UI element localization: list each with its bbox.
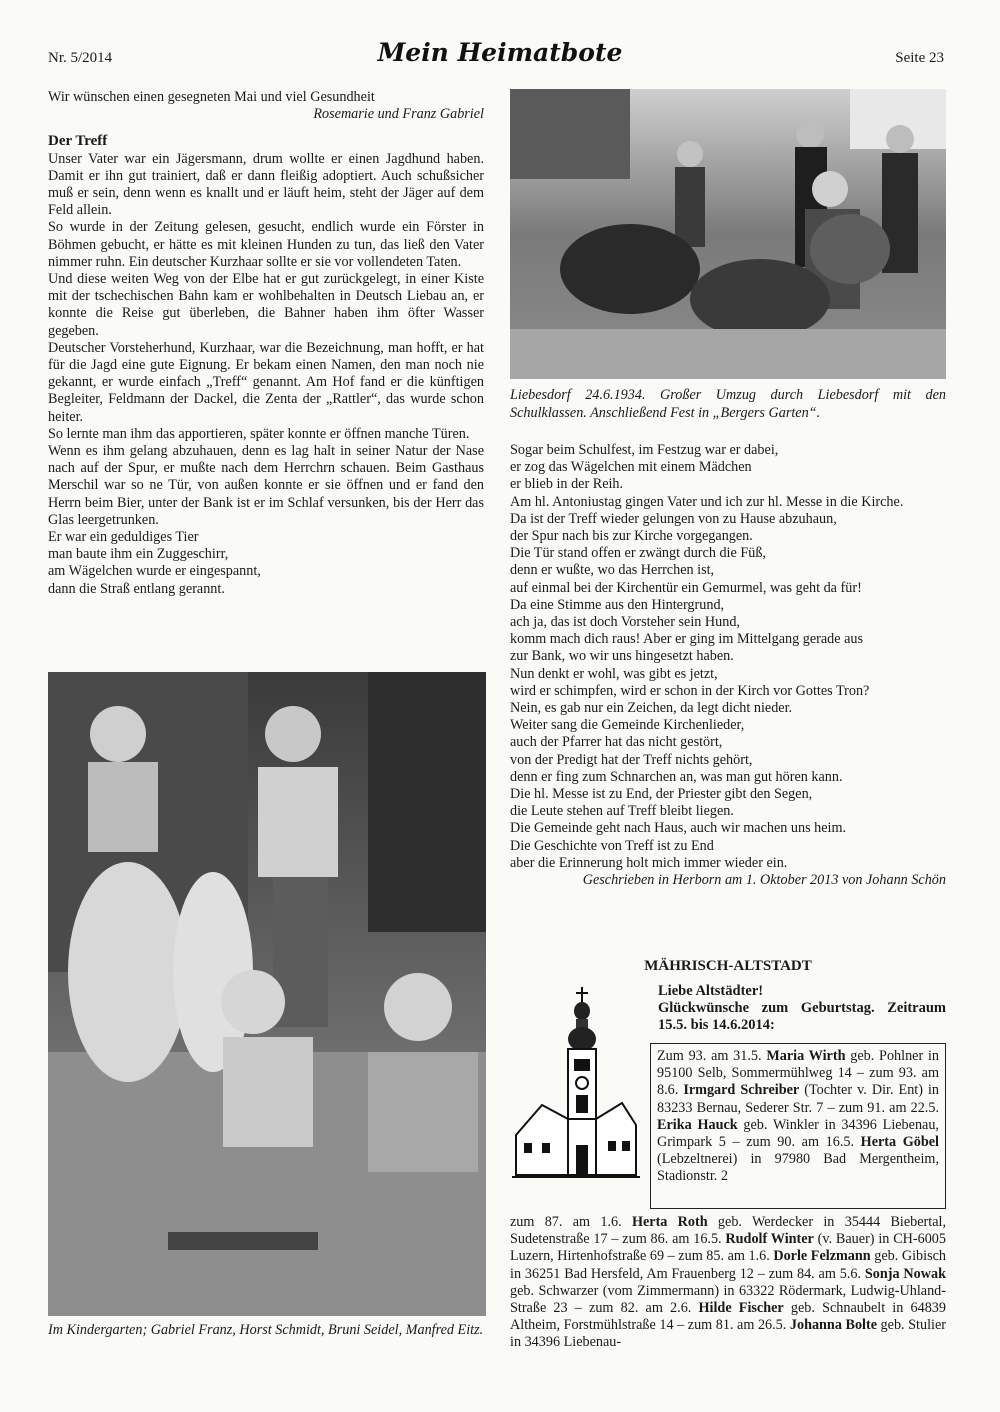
greeting: Wir wünschen einen gesegneten Mai und viel Gesundheit xyxy=(48,89,375,105)
poem-line: auf einmal bei der Kirchentür ein Gemurmel, was geht da für! xyxy=(510,579,862,596)
poem-line: der Spur nach bis zur Kirche vorgegangen. xyxy=(510,528,753,545)
person-name: Johanna Bolte xyxy=(789,1317,877,1334)
person-name: Erika Hauck xyxy=(657,1116,738,1133)
kindergarten-photo xyxy=(48,672,486,1316)
left-column xyxy=(48,89,484,598)
poem-signature: Geschrieben in Herborn am 1. Oktober 2013 von Johann Schön xyxy=(582,872,946,889)
poem-line: komm mach dich raus! Aber er ging im Mittelgang gerade aus xyxy=(510,631,864,648)
poem xyxy=(510,442,946,889)
poem-line: die Leute stehen auf Treff bleibt liegen. xyxy=(510,803,734,820)
story-paragraph: Deutscher Vorsteherhund, Kurzhaar, war die Bezeichnung, man hofft, er hat für die Jagd eine gute Eignung. Er bekam einen Namen, den man noch nie gekannt, er wurde einfach „Treff“ genannt. Am Hof fand er die künftigen Begleiter, Feldmann der Dackel, die Zenta der „Rattler“, das wurde schon heiter. xyxy=(48,339,484,425)
poem-line: Die hl. Messe ist zu End, der Priester gibt den Segen, xyxy=(510,786,813,803)
poem-line: von der Predigt hat der Treff nichts gehört, xyxy=(510,751,753,768)
poem-line: wird er schimpfen, wird er schon in der Kirch vor Gottes Tron? xyxy=(510,682,870,699)
greeting-altstaedter: Liebe Altstädter! xyxy=(658,983,764,999)
person-name: Irmgard Schreiber xyxy=(683,1082,800,1099)
poem-line: auch der Pfarrer hat das nicht gestört, xyxy=(510,734,723,751)
parade-photo-image xyxy=(510,89,946,379)
person-name: Herta Göbel xyxy=(860,1134,939,1151)
page-number: Seite 23 xyxy=(895,50,944,66)
verse-line: dann die Straß entlang gerannt. xyxy=(48,580,225,597)
verse-line: am Wägelchen wurde er eingespannt, xyxy=(48,563,261,580)
person-name: Maria Wirth xyxy=(766,1048,846,1064)
poem-line: zur Bank, wo wir uns hingesetzt haben. xyxy=(510,648,734,665)
poem-line: Sogar beim Schulfest, im Festzug war er dabei, xyxy=(510,442,779,458)
parade-photo xyxy=(510,89,946,379)
story-paragraph: Unser Vater war ein Jägersmann, drum wollte er einen Jagdhund haben. Damit er ihn gut trainiert, daß er dann fleißig adoptiert. Auch schußsicher muß er sein, denn wenn es knallt und er läuft heim, steht der Jäger auf dem Feld allein. xyxy=(48,150,484,219)
kindergarten-photo-image xyxy=(48,672,486,1316)
person-name: Herta Roth xyxy=(631,1214,708,1230)
poem-line: ach ja, das ist doch Vorsteher sein Hund, xyxy=(510,614,740,631)
kindergarten-caption: Im Kindergarten; Gabriel Franz, Horst Schmidt, Bruni Seidel, Manfred Eitz. xyxy=(48,1322,484,1338)
poem-line: denn er wußte, wo das Herrchen ist, xyxy=(510,562,715,579)
greeting-signature: Rosemarie und Franz Gabriel xyxy=(313,106,484,123)
poem-line: Die Gemeinde geht nach Haus, auch wir machen uns heim. xyxy=(510,820,847,837)
poem-line: Da ist der Treff wieder gelungen von zu Hause abzuhaun, xyxy=(510,510,837,527)
birthday-box: Zum 93. am 31.5. Maria Wirth geb. Pohlner in 95100 Selb, Sommermühlweg 14 – zum 93. am 8.6. Irmgard Schreiber (Tochter v. Dir. Ent) in 83233 Bernau, Sederer Str. 7 – zum 91. am 22.5. Erika Hauck geb. Winkler in 34396 Liebenau, Grimpark 5 – zum 90. am 16.5. Herta Göbel (Lebzeltnerei) in 97980 Bad Mergentheim, Stadionstr. 2 xyxy=(650,1043,946,1209)
poem-line: er zog das Wägelchen mit einem Mädchen xyxy=(510,459,752,476)
person-name: Dorle Felzmann xyxy=(773,1248,871,1265)
verse-line: man baute ihm ein Zuggeschirr, xyxy=(48,546,229,563)
story-paragraph: So wurde in der Zeitung gelesen, gesucht, endlich wurde ein Förster in Böhmen gebucht, er hätte es mit kleinen Hunden zu tun, das ließ den Vater nimmer ruhn. Ein deutscher Kurzhaar sollte er sie vor vollendeten Taten. xyxy=(48,219,484,270)
poem-line: Weiter sang die Gemeinde Kirchenlieder, xyxy=(510,717,745,734)
poem-line: Die Tür stand offen er zwängt durch die Füß, xyxy=(510,545,766,562)
birthday-list-continued: zum 87. am 1.6. Herta Roth geb. Werdecker in 35444 Biebertal, Sudetenstraße 17 – zum 86. am 16.5. Rudolf Winter (v. Bauer) in CH-6005 Luzern, Hirtenhofstraße 69 – zum 85. am 1.6. Dorle Felzmann geb. Gibisch in 36251 Bad Hersfeld, Am Frauenberg 12 – zum 84. am 5.6. Sonja Nowak geb. Schwarzer (vom Zimmermann) in 63322 Rödermark, Ludwig-Uhland-Straße 23 – zum 82. am 2.6. Hilde Fischer geb. Schnaubelt in 64839 Altheim, Forstmühlstraße 14 – zum 81. am 26.5. Johanna Bolte geb. Stulier in 34396 Liebenau- xyxy=(510,1214,947,1351)
poem-line: denn er fing zum Schnarchen an, was man gut hören kann. xyxy=(510,768,843,785)
story-paragraph: Und diese weiten Weg von der Elbe hat er gut zurückgelegt, in einer Kiste mit der tschechischen Bahn kam er wohlbehalten in Deutsch Liebau an, er konnte die Reise gut überleben, die Bahner haben ihm öfter Wasser gegeben. xyxy=(48,271,484,339)
poem-line: Nein, es gab nur ein Zeichen, da legt dicht nieder. xyxy=(510,700,793,717)
poem-line: aber die Erinnerung holt mich immer wieder ein. xyxy=(510,854,788,871)
poem-line: Am hl. Antoniustag gingen Vater und ich zur hl. Messe in die Kirche. xyxy=(510,493,904,510)
story-title: Der Treff xyxy=(48,133,108,150)
story-paragraph: So lernte man ihm das apportieren, später konnte er öffnen manche Türen. xyxy=(48,425,470,442)
masthead-logo xyxy=(377,34,623,70)
story-paragraph: Wenn es ihm gelang abzuhauen, denn es lag halt in seiner Natur der Nase nach auf der Spur, er mußte nach dem Herrchrn schauen. Beim Gasthaus Merschil war so ne Tür, von außen konnte er sie öffnen und er fand den Herrn beim Bier, unter der Bank ist er im Schlaf versunken, bis der Herr das Glas leergetrunken. xyxy=(48,443,484,528)
issue-number: Nr. 5/2014 xyxy=(48,50,113,66)
section-title: MÄHRISCH-ALTSTADT xyxy=(644,958,812,974)
poem-line: Die Geschichte von Treff ist zu End xyxy=(510,837,714,854)
verse-line: Er war ein geduldiges Tier xyxy=(48,529,199,546)
person-name: Sonja Nowak xyxy=(864,1265,947,1282)
poem-line: er blieb in der Reih. xyxy=(510,476,624,493)
birthday-intro xyxy=(658,983,946,1035)
church-tower-illustration xyxy=(512,985,640,1185)
masthead-text: Mein Heimatbote xyxy=(377,38,623,67)
parade-caption: Liebesdorf 24.6.1934. Großer Umzug durch Liebesdorf mit den Schulklassen. Anschließend Fest in „Bergers Garten“. xyxy=(510,387,946,421)
person-name: Rudolf Winter xyxy=(725,1231,814,1248)
person-name: Hilde Fischer xyxy=(698,1300,784,1317)
birthday-period: Glückwünsche zum Geburtstag. Zeitraum 15.5. bis 14.6.2014: xyxy=(658,1000,946,1034)
poem-line: Nun denkt er wohl, was gibt es jetzt, xyxy=(510,665,718,682)
poem-line: Da eine Stimme aus den Hintergrund, xyxy=(510,596,725,613)
